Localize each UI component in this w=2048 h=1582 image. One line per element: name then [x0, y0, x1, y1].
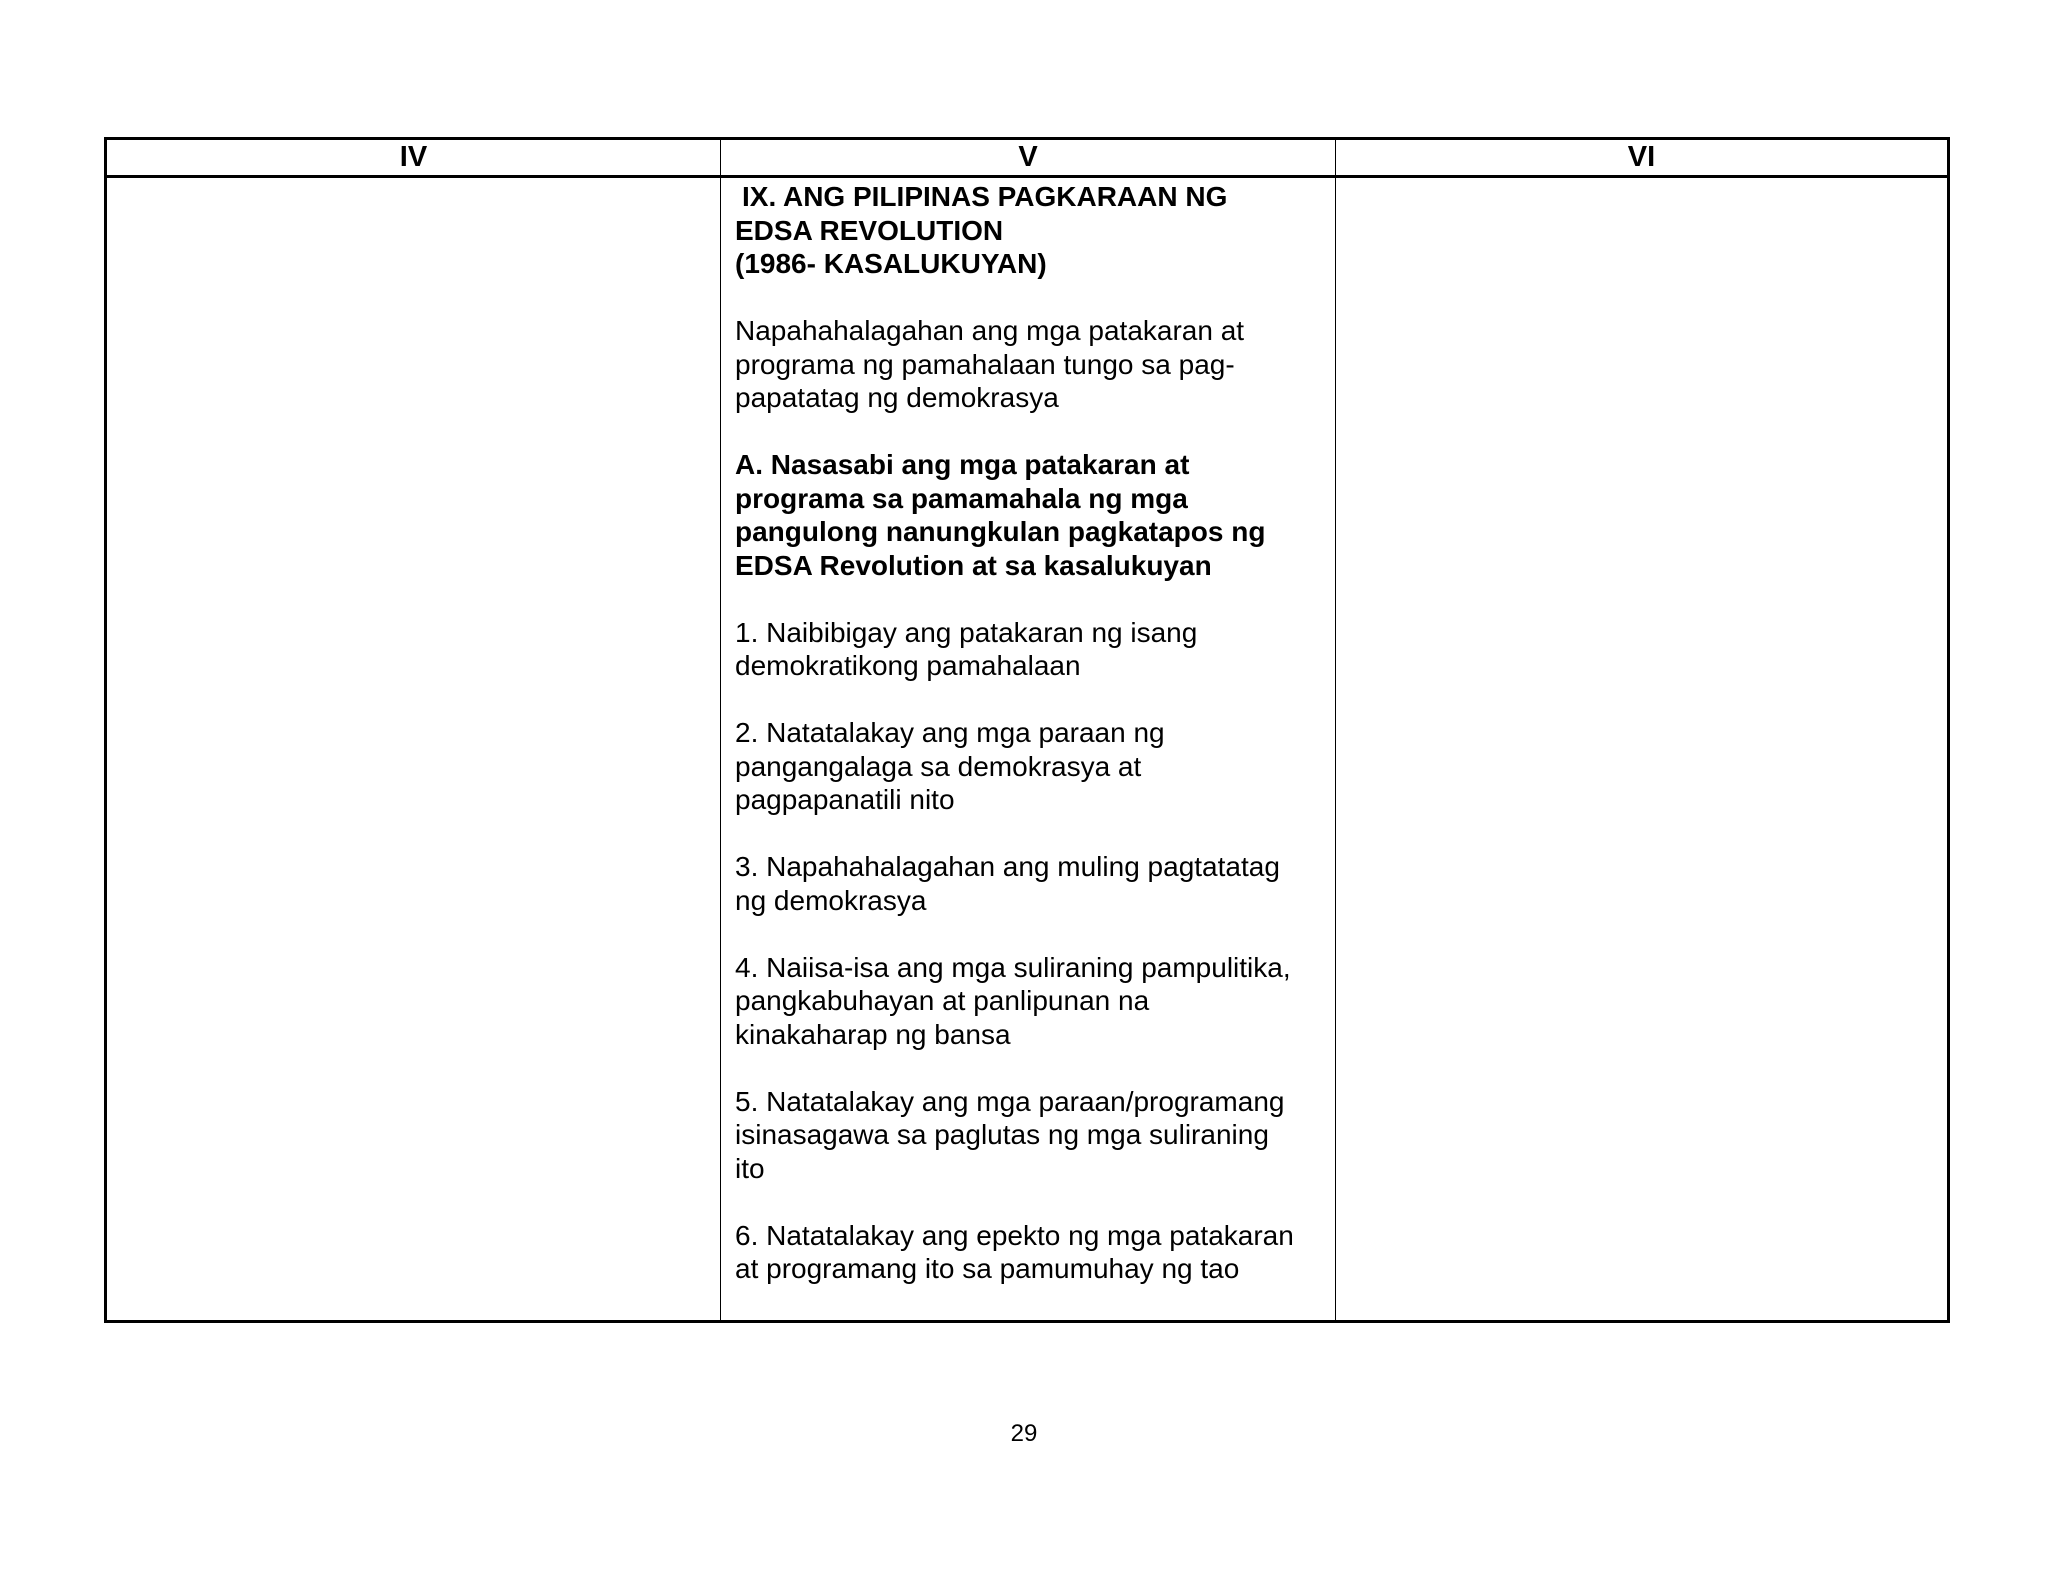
section-title-line: (1986- KASALUKUYAN) [735, 248, 1047, 279]
list-item-line: 4. Naiisa-isa ang mga suliraning pampulitika, [735, 951, 1291, 983]
intro-line: papatatag ng demokrasya [735, 382, 1059, 413]
section-title [735, 180, 1327, 281]
objective-a [735, 448, 1327, 582]
section-title-line: EDSA REVOLUTION [735, 214, 1004, 246]
column-header-v: V [721, 139, 1336, 177]
list-item-line: demokratikong pamahalaan [735, 650, 1081, 681]
list-item-line: pagpapanatili nito [735, 784, 955, 815]
list-item-line: 6. Natatalakay ang epekto ng mga patakaran [735, 1219, 1294, 1251]
objective-a-line: EDSA Revolution at sa kasalukuyan [735, 549, 1212, 581]
column-header-vi: VI [1336, 139, 1949, 177]
cell-column-iv [106, 177, 721, 1322]
list-item-line: 3. Napahahalagahan ang muling pagtatatag [735, 851, 1280, 882]
objective-a-line: pangulong nanungkulan pagkatapos ng [735, 516, 1266, 547]
page-number: 29 [1010, 1420, 1038, 1447]
table-header-row [106, 139, 1949, 177]
list-item-line: at programang ito sa pamumuhay ng tao [735, 1253, 1240, 1284]
objective-a-line: A. Nasasabi ang mga patakaran at [735, 449, 1190, 480]
list-item-line: 2. Natatalakay ang mga paraan ng [735, 717, 1165, 748]
section-title-line: IX. ANG PILIPINAS PAGKARAAN NG [742, 181, 1228, 212]
list-item [735, 616, 1327, 683]
list-item [735, 1219, 1327, 1286]
objective-a-line: programa sa pamamahala ng mga [735, 482, 1188, 514]
list-item-line: ito [735, 1152, 765, 1184]
list-item [735, 951, 1327, 1052]
list-item [735, 1085, 1327, 1186]
list-item-line: 5. Natatalakay ang mga paraan/programang [735, 1085, 1285, 1117]
list-item-line: kinakaharap ng bansa [735, 1018, 1011, 1050]
cell-column-vi [1336, 177, 1949, 1322]
curriculum-table [104, 137, 1950, 1323]
list-item [735, 850, 1327, 917]
list-item-line: pangangalaga sa demokrasya at [735, 750, 1142, 782]
column-header-iv: IV [106, 139, 721, 177]
list-item-line: pangkabuhayan at panlipunan na [735, 985, 1150, 1016]
list-item-line: isinasagawa sa paglutas ng mga suliraning [735, 1119, 1269, 1150]
cell-column-v [721, 177, 1336, 1322]
intro-line: Napahahalagahan ang mga patakaran at [735, 315, 1245, 346]
intro-line: programa ng pamahalaan tungo sa pag- [735, 348, 1235, 380]
list-item-line: 1. Naibibigay ang patakaran ng isang [735, 616, 1198, 648]
list-item-line: ng demokrasya [735, 884, 927, 916]
intro-paragraph [735, 314, 1327, 415]
column-v-content [721, 178, 1335, 1286]
list-item [735, 716, 1327, 817]
table-row [106, 177, 1949, 1322]
